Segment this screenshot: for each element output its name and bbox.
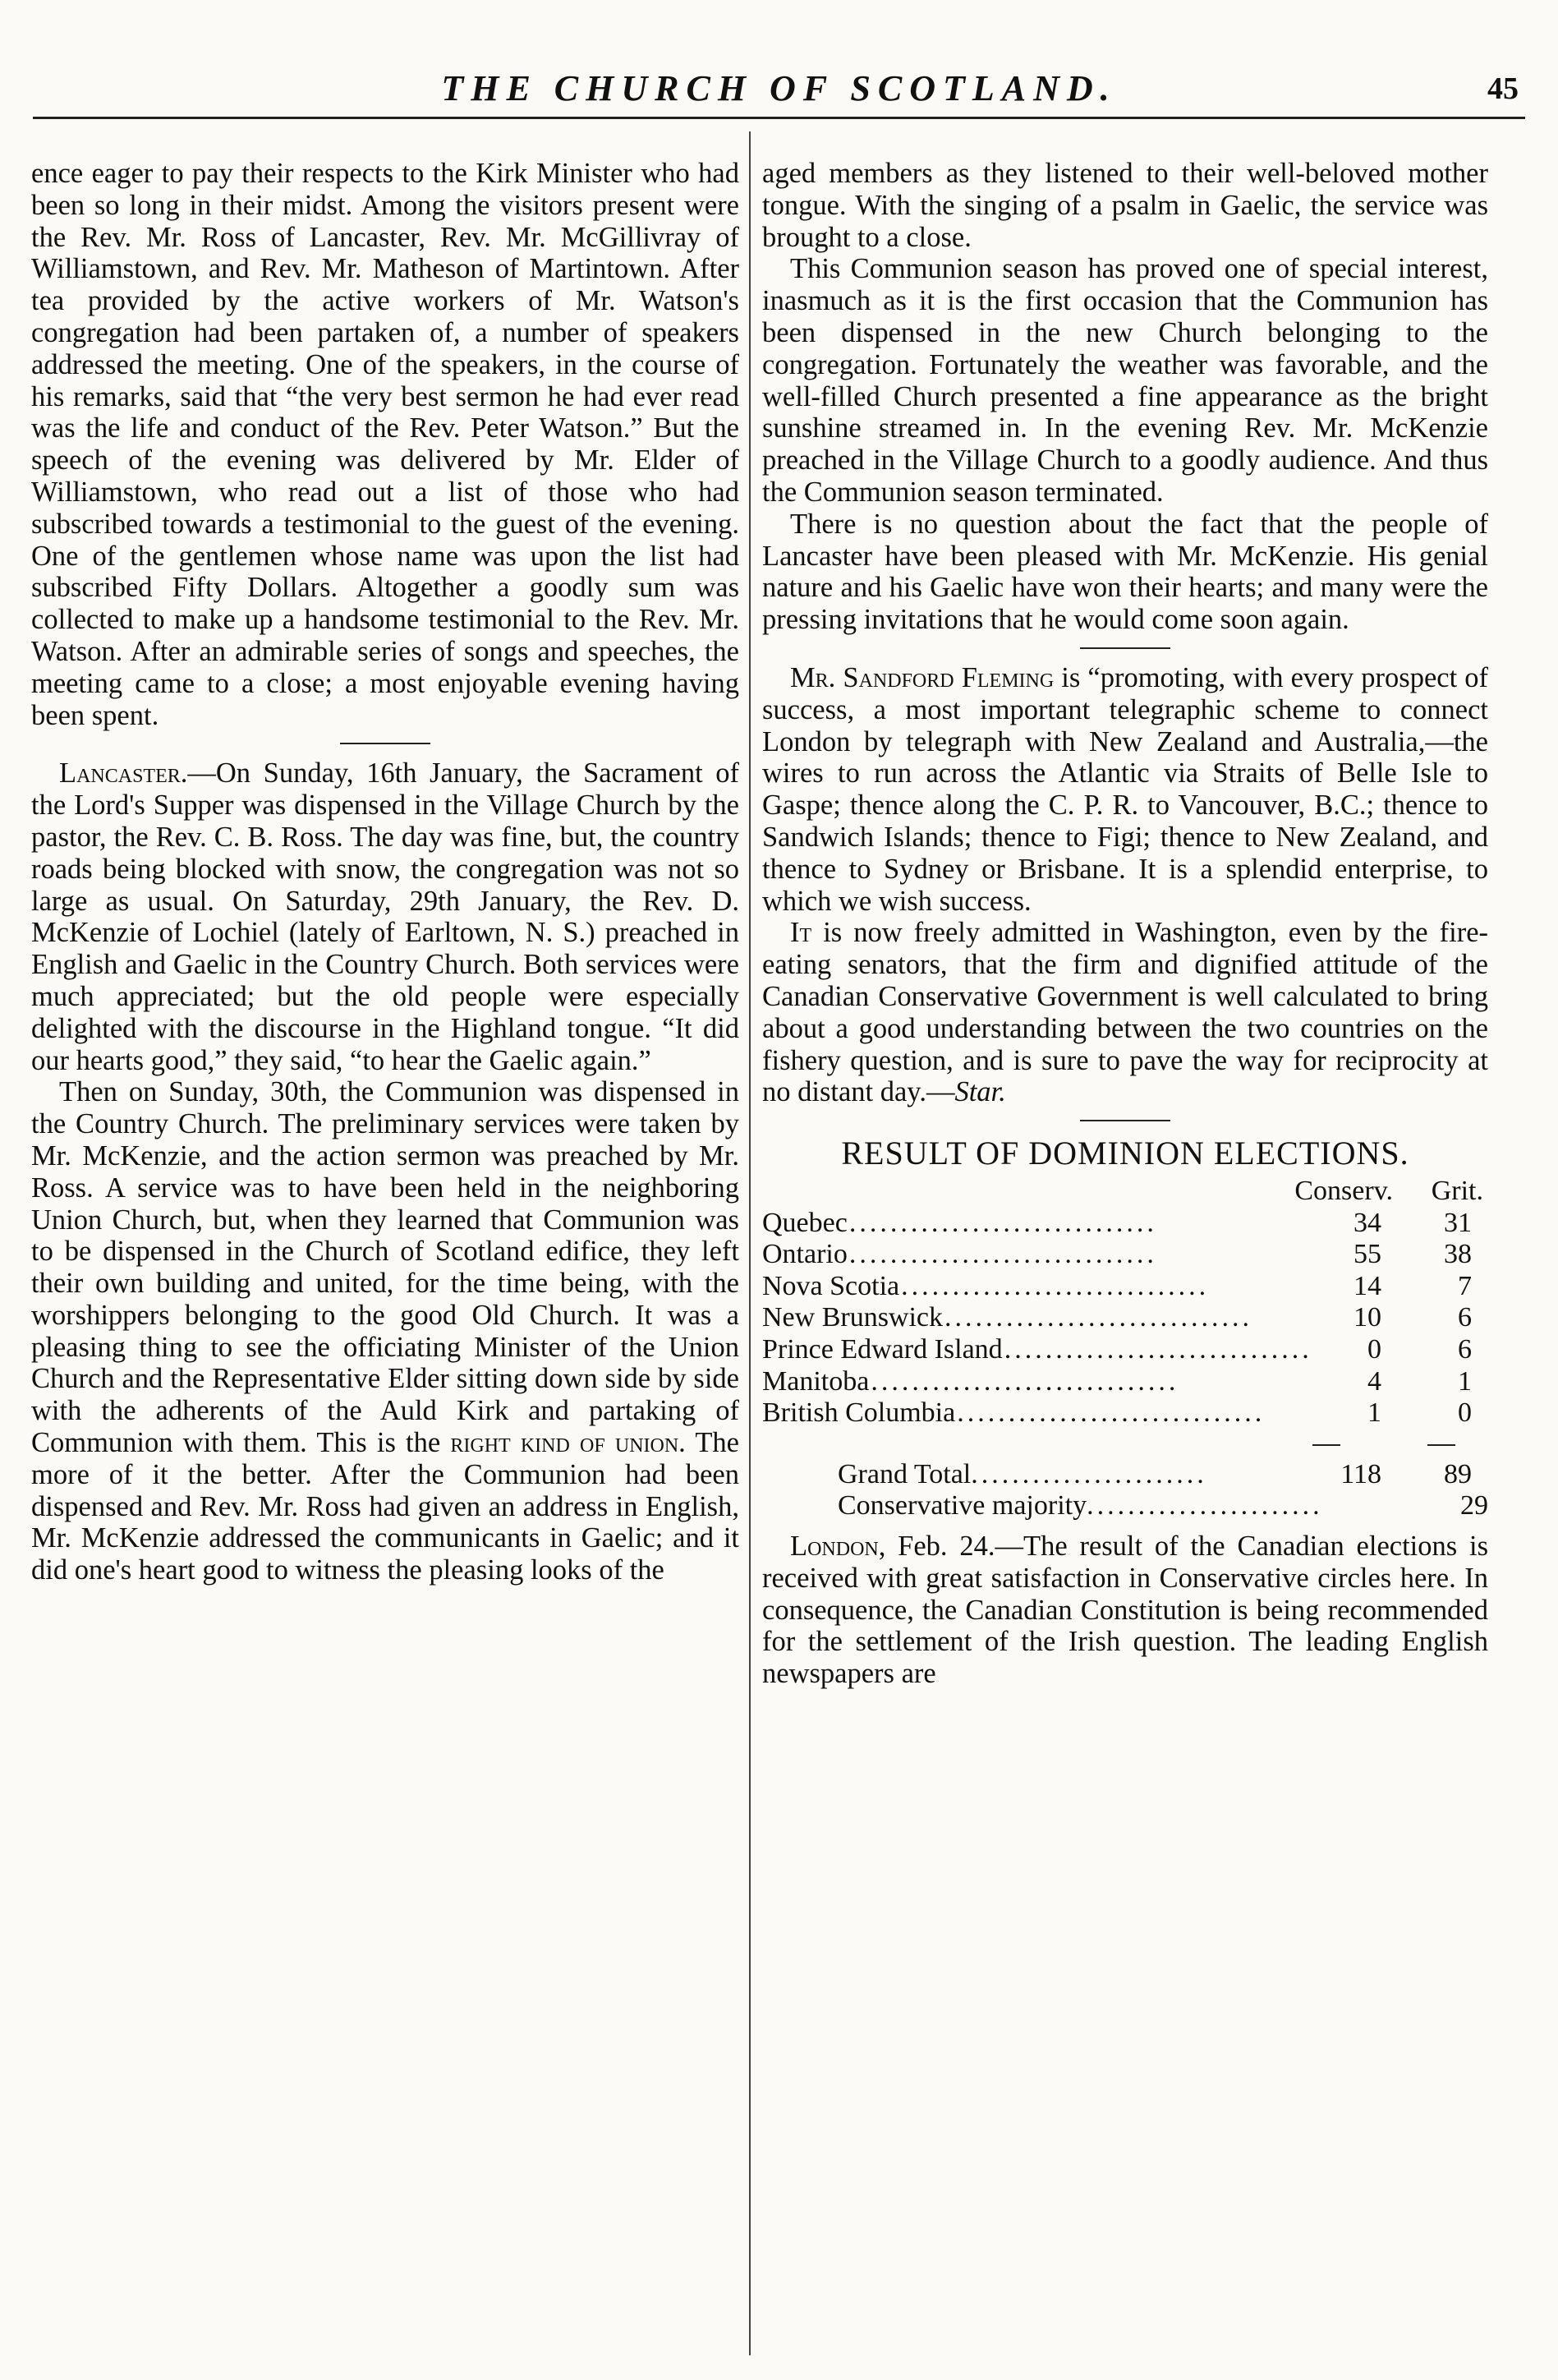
- conserv-seats: 4: [1367, 1365, 1381, 1397]
- paragraph-gaelic-psalm: aged members as they listened to their well-beloved mother tongue. With the singing of a psalm in Gaelic, the service was brought to a close.: [762, 158, 1488, 253]
- province-name: Ontario: [762, 1239, 848, 1270]
- paragraph-london: [762, 1531, 1488, 1690]
- total-rule-grit: [1427, 1444, 1455, 1446]
- lancaster-text: —On Sunday, 16th January, the Sacrament of the Lord's Supper was dispensed in the Village Church by the pastor, the Rev. C. B. Ross. The day was fine, but, the country roads being blocked with snow, the congregation was not so large as usual. On Saturday, 29th January, the Rev. D. McKenzie of Lochiel (lately of Earltown, N. S.) preached in English and Gaelic in the Country Church. Both services were much appreciated; but the old people were especially delighted with the discourse in the Highland tongue. “It did our hearts good,” they said, “to hear the Gaelic again.”: [31, 757, 739, 1076]
- communion-text-b: The more of it the better. After the Communion had been dispensed and Rev. Mr. Ross had given an address in English, Mr. McKenzie addressed the communicants in Gaelic; and it did one's heart good to witness the pleasing looks of the: [31, 1427, 739, 1586]
- leader-dots: ..............................: [944, 1302, 1253, 1333]
- results-title: RESULT OF DOMINION ELECTIONS.: [841, 1135, 1409, 1172]
- leader-dots: .......................: [971, 1458, 1207, 1489]
- province-name: Manitoba: [762, 1365, 870, 1397]
- result-row: [762, 1334, 1488, 1366]
- fleming-lead: Mr. Sandford Fleming: [790, 661, 1055, 693]
- paragraph-washington: [762, 917, 1488, 1108]
- leader-dots: ..............................: [901, 1270, 1210, 1301]
- left-column: [31, 158, 739, 1586]
- leader-dots: ..............................: [1004, 1334, 1312, 1365]
- grand-total-label: Grand Total: [838, 1458, 972, 1489]
- source-star: Star.: [954, 1076, 1006, 1108]
- result-row: [762, 1397, 1488, 1429]
- grit-seats: 38: [1444, 1239, 1472, 1270]
- section-rule: [1080, 647, 1170, 649]
- london-text: Feb. 24.—The result of the Canadian elections is received with great satisfaction in Conservative circles here. In consequence, the Canadian Constitution is being recommended for the settlement of the Irish question. The leading English newspapers are: [762, 1531, 1488, 1690]
- province-name: Prince Edward Island: [762, 1334, 1003, 1365]
- leader-dots: ..............................: [871, 1365, 1179, 1397]
- conserv-seats: 55: [1353, 1239, 1381, 1270]
- paragraph-communion-season: This Communion season has proved one of special interest, inasmuch as it is the first occasion that the Communion has been dispensed in the new Church belonging to the congregation. Fortunately the weather was favorable, and the well-filled Church presented a fine appearance as the bright sunshine streamed in. In the evening Rev. Mr. McKenzie preached in the Village Church to a goodly audience. And thus the Communion season terminated.: [762, 253, 1488, 508]
- header-rule: [33, 117, 1525, 119]
- total-rule-row: [762, 1429, 1488, 1459]
- grand-total-row: [762, 1459, 1488, 1491]
- paragraph-communion: [31, 1076, 739, 1586]
- section-rule: [340, 743, 430, 744]
- conserv-seats: 0: [1367, 1334, 1381, 1365]
- communion-text-a: Then on Sunday, 30th, the Communion was dispensed in the Country Church. The preliminary services were taken by Mr. McKenzie, and the action sermon was preached by Mr. Ross. A service was to have been held in the neighboring Union Church, but, when they learned that Communion was to be dispensed in the Church of Scotland edifice, they left their own building and united, for the time being, with the worshippers belonging to the good Old Church. It was a pleasing thing to see the officiating Minister of the Union Church and the Representative Elder sitting down side by side with the adherents of the Auld Kirk and partaking of Communion with them. This is the: [31, 1076, 739, 1459]
- results-header-row: [762, 1176, 1488, 1208]
- province-name: Quebec: [762, 1207, 848, 1238]
- fleming-text: is “promoting, with every prospect of success, a most important telegraphic scheme to connect London by telegraph with New Zealand and Australia,—the wires to run across the Atlantic via Straits of Belle Isle to Gaspe; thence along the C. P. R. to Vancouver, B.C.; thence to Sandwich Islands; thence to Figi; thence to New Zealand, and thence to Sydney or Brisbane. It is a splendid enterprise, to which we wish success.: [762, 661, 1488, 917]
- province-name: New Brunswick: [762, 1302, 944, 1333]
- column-header-conserv: Conserv.: [1294, 1176, 1393, 1207]
- province-name: British Columbia: [762, 1397, 956, 1429]
- paragraph-fleming: [762, 662, 1488, 917]
- grit-seats: 0: [1458, 1397, 1472, 1429]
- column-divider: [749, 131, 751, 2355]
- lancaster-lead: Lancaster.: [59, 757, 188, 789]
- leader-dots: ..............................: [848, 1207, 1157, 1238]
- column-header-grit: Grit.: [1431, 1176, 1483, 1207]
- result-row: [762, 1302, 1488, 1334]
- running-title: THE CHURCH OF SCOTLAND.: [441, 68, 1117, 108]
- conserv-seats: 14: [1353, 1270, 1381, 1301]
- it-lead: It: [790, 917, 812, 949]
- grit-seats: 31: [1444, 1207, 1472, 1238]
- conserv-seats: 1: [1367, 1397, 1381, 1429]
- total-rule-conserv: [1312, 1444, 1340, 1446]
- right-column: [762, 158, 1488, 1690]
- section-rule: [1080, 1120, 1170, 1121]
- page-header: [25, 64, 1533, 113]
- grit-seats: 7: [1458, 1270, 1472, 1301]
- result-row: [762, 1208, 1488, 1240]
- paragraph-lancaster: [31, 757, 739, 1076]
- grand-total-grit: 89: [1444, 1458, 1472, 1489]
- grit-seats: 6: [1458, 1334, 1472, 1365]
- leader-dots: ..............................: [957, 1397, 1266, 1429]
- paragraph-reception: ence eager to pay their respects to the Kirk Minister who had been so long in their midst. Among the visitors present were the Rev. Mr. Ross of Lancaster, Rev. Mr. McGillivray of Williamstown, and Rev. Mr. Matheson of Martintown. After tea provided by the active workers of Mr. Watson's congregation had been partaken of, a number of speakers addressed the meeting. One of the speakers, in the course of his remarks, said that “the very best sermon he had ever read was the life and conduct of the Rev. Peter Watson.” But the speech of the evening was delivered by Mr. Elder of Williamstown, who read out a list of those who had subscribed towards a testimonial to the guest of the evening. One of the gentlemen whose name was upon the list had subscribed Fifty Dollars. Altogether a goodly sum was collected to make up a handsome testimonial to the Rev. Mr. Watson. After an admirable series of songs and speeches, the meeting came to a close; a most enjoyable evening having been spent.: [31, 158, 739, 731]
- majority-row: [762, 1490, 1488, 1522]
- results-table: [762, 1176, 1488, 1522]
- right-kind-of-union: right kind of union.: [450, 1427, 686, 1459]
- grit-seats: 6: [1458, 1302, 1472, 1333]
- result-row: [762, 1239, 1488, 1271]
- paragraph-mckenzie: There is no question about the fact that the people of Lancaster have been pleased with Mr. McKenzie. His genial nature and his Gaelic have won their hearts; and many were the pressing invitations that he would come soon again.: [762, 508, 1488, 636]
- conserv-seats: 10: [1353, 1302, 1381, 1333]
- leader-dots: ..............................: [848, 1239, 1157, 1270]
- page-number: 45: [1487, 71, 1519, 106]
- conserv-seats: 34: [1353, 1207, 1381, 1238]
- london-lead: London,: [790, 1531, 886, 1563]
- results-rows: [762, 1208, 1488, 1429]
- washington-text: is now freely admitted in Washington, even by the fire-eating senators, that the firm and dignified attitude of the Canadian Conservative Government is well calculated to bring about a good understanding between the two countries on the fishery question, and is sure to pave the way for reciprocity at no distant day.—: [762, 917, 1488, 1108]
- majority-value: 29: [1460, 1490, 1488, 1521]
- leader-dots: .......................: [1087, 1490, 1323, 1521]
- grit-seats: 1: [1458, 1365, 1472, 1397]
- grand-total-conserv: 118: [1340, 1458, 1381, 1489]
- majority-label: Conservative majority: [838, 1490, 1087, 1521]
- result-row: [762, 1366, 1488, 1398]
- result-row: [762, 1271, 1488, 1303]
- province-name: Nova Scotia: [762, 1270, 900, 1301]
